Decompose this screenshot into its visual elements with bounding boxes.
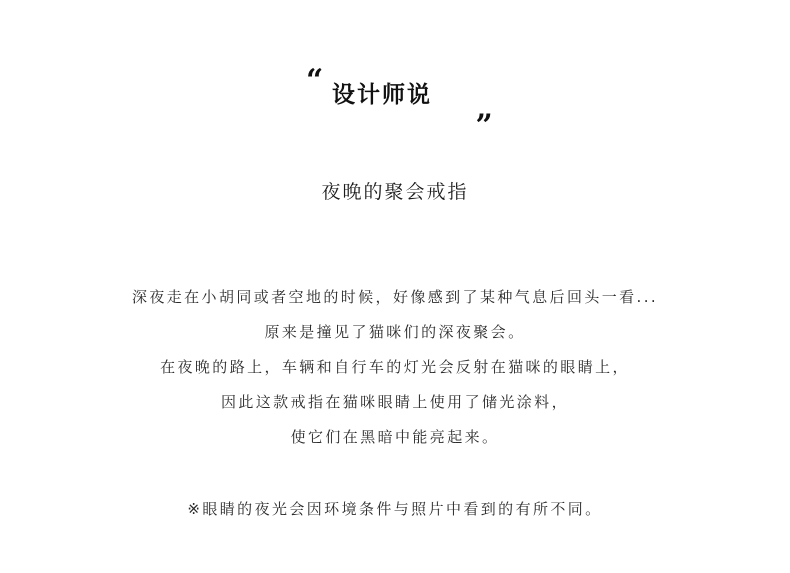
story-line: 在夜晚的路上，车辆和自行车的灯光会反射在猫咪的眼睛上， xyxy=(160,358,630,376)
product-name: 夜晚的聚会戒指 xyxy=(321,181,469,203)
story-line: 使它们在黑暗中能亮起来。 xyxy=(290,428,500,446)
story-paragraph xyxy=(0,280,790,455)
close-quote-mark: „ xyxy=(476,91,494,126)
open-quote-mark: “ xyxy=(306,63,324,98)
story-line: 因此这款戒指在猫咪眼睛上使用了储光涂料， xyxy=(220,393,569,411)
story-line: 深夜走在小胡同或者空地的时候，好像感到了某种气息后回头一看... xyxy=(131,288,659,306)
story-line: 原来是撞见了猫咪们的深夜聚会。 xyxy=(264,323,526,341)
glow-disclaimer-note: ※眼睛的夜光会因环境条件与照片中看到的有所不同。 xyxy=(187,500,603,518)
designer-says-heading xyxy=(0,63,790,126)
section-title: 设计师说 xyxy=(332,82,432,108)
